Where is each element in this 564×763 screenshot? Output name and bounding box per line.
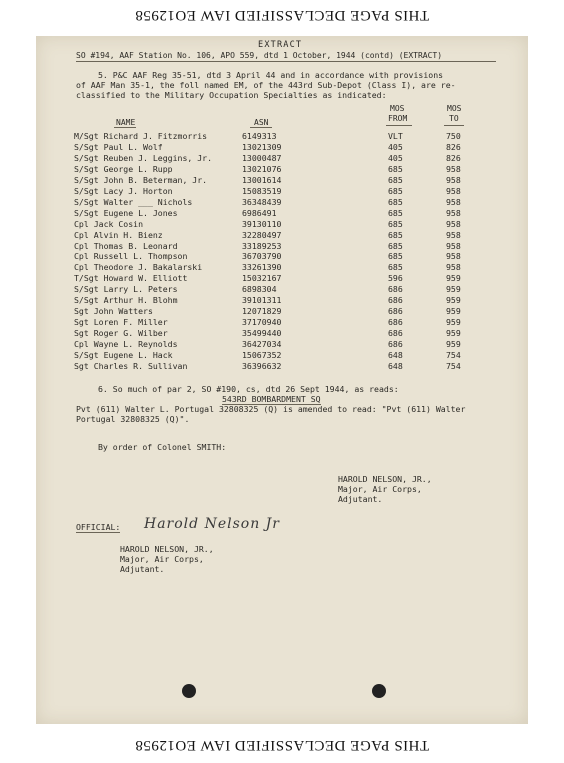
row-asn: 37170940 — [242, 317, 282, 328]
row-name: M/Sgt Richard J. Fitzmorris — [74, 131, 208, 141]
signatory-title: Adjutant. — [338, 494, 383, 504]
punch-hole-right — [372, 684, 386, 698]
row-mos-from: 685 — [388, 262, 403, 273]
table-row — [36, 317, 528, 327]
row-name: Cpl Wayne L. Reynolds — [74, 339, 178, 350]
header-rule — [76, 61, 496, 62]
col-header-from: FROM — [388, 114, 408, 123]
row-mos-to: 958 — [446, 229, 461, 240]
row-mos-to: 750 — [446, 131, 461, 141]
table-row — [36, 251, 528, 261]
official-rank: Major, Air Corps, — [120, 554, 204, 564]
col-header-name: NAME — [116, 118, 136, 127]
table-row — [36, 295, 528, 305]
row-asn: 33189253 — [242, 240, 282, 251]
table-row — [36, 306, 528, 316]
row-mos-from: 685 — [388, 218, 403, 229]
row-name: S/Sgt John B. Beterman, Jr. — [74, 174, 208, 185]
row-asn: 15067352 — [242, 350, 282, 360]
row-mos-to: 826 — [446, 152, 461, 163]
row-asn: 12071829 — [242, 306, 282, 317]
row-asn: 36427034 — [242, 339, 282, 350]
para5-line1: 5. P&C AAF Reg 35-51, dtd 3 April 44 and in accordance with provisions — [98, 70, 444, 80]
row-mos-to: 959 — [446, 284, 461, 295]
col-header-asn-rule — [250, 127, 272, 128]
table-row — [36, 328, 528, 338]
row-asn: 13000487 — [242, 152, 282, 163]
row-name: Cpl Thomas B. Leonard — [74, 240, 178, 251]
handwritten-signature: Harold Nelson Jr — [144, 516, 280, 532]
row-mos-from: 686 — [388, 295, 403, 306]
row-name: S/Sgt Lacy J. Horton — [74, 185, 173, 196]
row-mos-from: 405 — [388, 152, 403, 163]
row-asn: 13021309 — [242, 141, 282, 152]
row-mos-from: 685 — [388, 163, 403, 174]
row-name: S/Sgt Reuben J. Leggins, Jr. — [74, 152, 213, 163]
col-header-name-rule — [114, 127, 136, 128]
row-name: S/Sgt Larry L. Peters — [74, 284, 178, 295]
table-row — [36, 208, 528, 218]
row-name: Sgt John Watters — [74, 306, 153, 317]
row-mos-from: 686 — [388, 306, 403, 317]
col-header-to-mos: MOS — [447, 104, 462, 113]
row-asn: 39101311 — [242, 295, 282, 306]
row-asn: 36703790 — [242, 251, 282, 262]
row-mos-to: 958 — [446, 174, 461, 185]
row-asn: 33261390 — [242, 262, 282, 273]
row-mos-to: 958 — [446, 251, 461, 262]
row-name: S/Sgt Walter ___ Nichols — [74, 196, 193, 207]
table-row — [36, 153, 528, 163]
row-mos-from: 648 — [388, 360, 403, 371]
table-row — [36, 262, 528, 272]
row-mos-from: 686 — [388, 284, 403, 295]
row-asn: 32280497 — [242, 229, 282, 240]
table-row — [36, 339, 528, 349]
order-line: By order of Colonel SMITH: — [98, 442, 227, 452]
para5-line3: classified to the Military Occupation Specialties as indicated: — [76, 90, 387, 100]
table-row — [36, 142, 528, 152]
official-label: OFFICIAL: — [76, 522, 121, 532]
row-mos-from: 596 — [388, 273, 403, 284]
row-asn: 35499440 — [242, 328, 282, 339]
para5-line2: of AAF Man 35-1, the foll named EM, of the 443rd Sub-Depot (Class I), are re- — [76, 80, 456, 90]
row-mos-from: 685 — [388, 240, 403, 251]
col-header-from-mos: MOS — [390, 104, 405, 113]
para6-unit: 543RD BOMBARDMENT SQ — [222, 394, 321, 404]
row-mos-to: 958 — [446, 240, 461, 251]
row-asn: 6149313 — [242, 131, 277, 141]
col-header-to: TO — [449, 114, 459, 123]
extract-heading: EXTRACT — [258, 40, 303, 50]
row-name: Cpl Russell L. Thompson — [74, 251, 188, 262]
signatory-name: HAROLD NELSON, JR., — [338, 474, 432, 484]
row-mos-from: 685 — [388, 174, 403, 185]
row-asn: 36348439 — [242, 196, 282, 207]
row-mos-from: 685 — [388, 251, 403, 262]
row-name: S/Sgt Eugene L. Hack — [74, 350, 173, 360]
row-mos-from: 685 — [388, 196, 403, 207]
signatory-rank: Major, Air Corps, — [338, 484, 422, 494]
row-name: S/Sgt Arthur H. Blohm — [74, 295, 178, 306]
row-name: S/Sgt Eugene L. Jones — [74, 207, 178, 218]
row-mos-to: 959 — [446, 328, 461, 339]
row-name: Sgt Roger G. Wilber — [74, 328, 168, 339]
row-mos-to: 754 — [446, 360, 461, 371]
row-mos-to: 958 — [446, 262, 461, 273]
row-mos-from: 685 — [388, 185, 403, 196]
official-name: HAROLD NELSON, JR., — [120, 544, 214, 554]
row-mos-from: VLT — [388, 131, 403, 141]
table-row — [36, 230, 528, 240]
document-page — [36, 36, 528, 724]
row-name: Cpl Jack Cosin — [74, 218, 144, 229]
row-mos-from: 686 — [388, 317, 403, 328]
para6-line3: Pvt (611) Walter L. Portugal 32808325 (Q) is amended to read: "Pvt (611) Walter — [76, 404, 466, 414]
row-mos-to: 959 — [446, 295, 461, 306]
table-row — [36, 241, 528, 251]
row-mos-to: 754 — [446, 350, 461, 360]
row-name: Sgt Loren F. Miller — [74, 317, 168, 328]
row-mos-to: 958 — [446, 185, 461, 196]
table-row — [36, 197, 528, 207]
row-name: Cpl Theodore J. Bakalarski — [74, 262, 203, 273]
row-asn: 6898304 — [242, 284, 277, 295]
table-row — [36, 350, 528, 360]
row-name: Cpl Alvin H. Bienz — [74, 229, 163, 240]
declassified-banner-bottom: THIS PAGE DECLASSIFIED IAW EO12958 — [134, 737, 430, 753]
row-mos-from: 685 — [388, 229, 403, 240]
punch-hole-left — [182, 684, 196, 698]
table-row — [36, 186, 528, 196]
row-mos-from: 405 — [388, 141, 403, 152]
official-title: Adjutant. — [120, 564, 165, 574]
row-mos-to: 826 — [446, 141, 461, 152]
row-name: S/Sgt George L. Rupp — [74, 163, 173, 174]
row-mos-to: 959 — [446, 317, 461, 328]
row-mos-to: 958 — [446, 163, 461, 174]
row-mos-to: 958 — [446, 207, 461, 218]
row-asn: 13021076 — [242, 163, 282, 174]
row-mos-from: 686 — [388, 339, 403, 350]
row-mos-from: 648 — [388, 350, 403, 360]
declassified-banner-top: THIS PAGE DECLASSIFIED IAW EO12958 — [134, 7, 430, 23]
row-name: S/Sgt Paul L. Wolf — [74, 141, 163, 152]
row-mos-to: 958 — [446, 196, 461, 207]
col-header-to-rule — [444, 125, 464, 126]
col-header-asn: ASN — [254, 118, 269, 127]
para6-line1: 6. So much of par 2, SO #190, cs, dtd 26 Sept 1944, as reads: — [98, 384, 399, 394]
row-asn: 6986491 — [242, 207, 277, 218]
row-mos-to: 959 — [446, 339, 461, 350]
table-row — [36, 361, 528, 371]
table-row — [36, 219, 528, 229]
para6-line4: Portugal 32808325 (Q)". — [76, 414, 190, 424]
special-order-header: SO #194, AAF Station No. 106, APO 559, dtd 1 October, 1944 (contd) (EXTRACT) — [76, 51, 443, 60]
table-row — [36, 175, 528, 185]
table-row — [36, 284, 528, 294]
table-row — [36, 164, 528, 174]
row-asn: 15083519 — [242, 185, 282, 196]
row-mos-to: 959 — [446, 273, 461, 284]
row-asn: 13001614 — [242, 174, 282, 185]
row-name: T/Sgt Howard W. Elliott — [74, 273, 188, 284]
row-mos-to: 958 — [446, 218, 461, 229]
row-name: Sgt Charles R. Sullivan — [74, 360, 188, 371]
row-asn: 15032167 — [242, 273, 282, 284]
row-asn: 36396632 — [242, 360, 282, 371]
row-mos-from: 685 — [388, 207, 403, 218]
table-row — [36, 131, 528, 141]
row-mos-from: 686 — [388, 328, 403, 339]
table-row — [36, 273, 528, 283]
row-asn: 39130110 — [242, 218, 282, 229]
row-mos-to: 959 — [446, 306, 461, 317]
col-header-from-rule — [386, 125, 412, 126]
